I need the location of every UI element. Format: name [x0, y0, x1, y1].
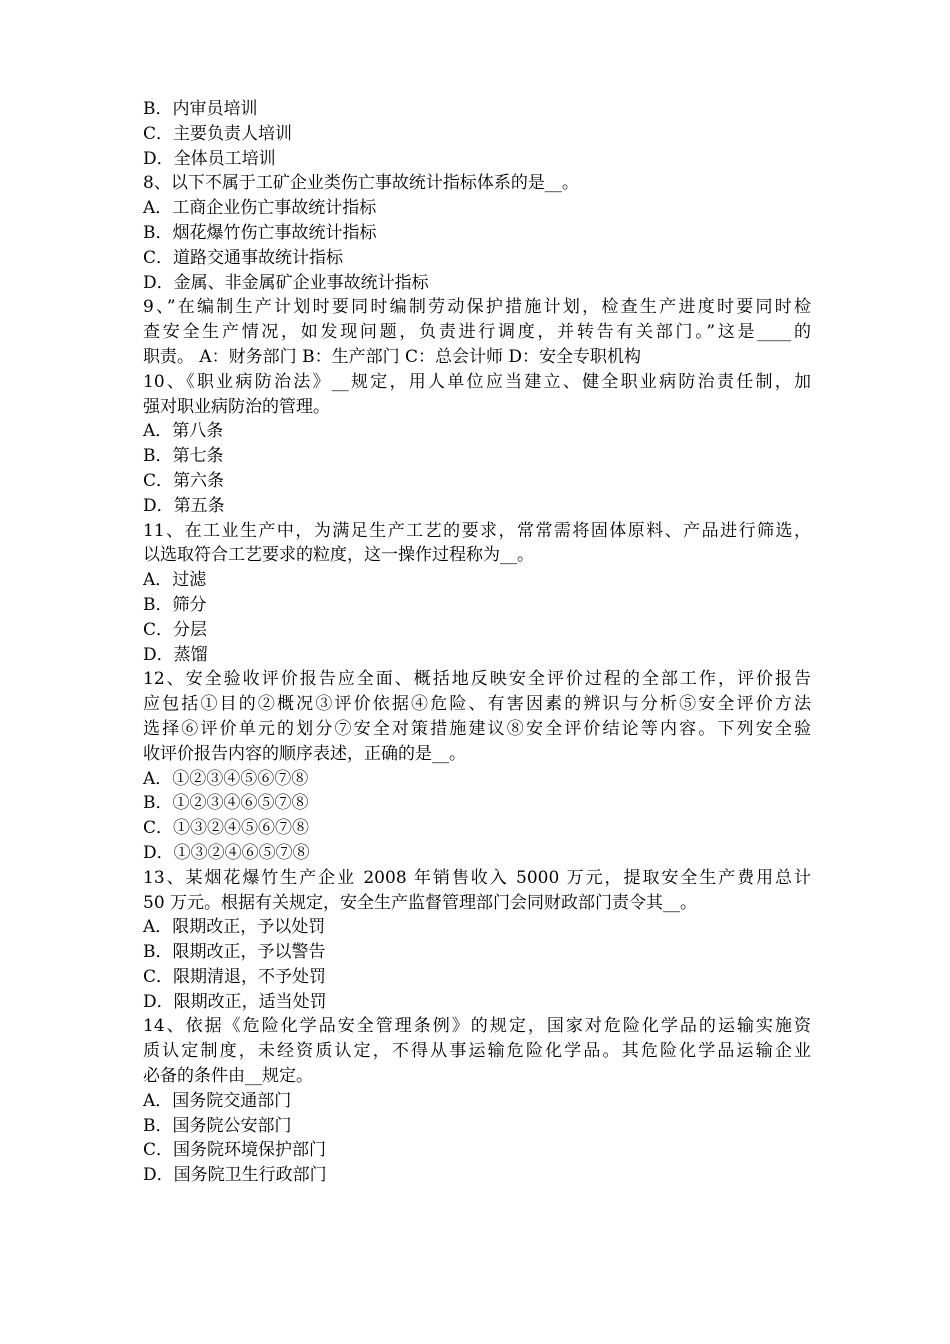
question-text-line: 11、在工业生产中，为满足生产工艺的要求，常常需将固体原料、产品进行筛选， [143, 520, 811, 541]
answer-option-line: D．①③②④⑥⑤⑦⑧ [143, 842, 310, 863]
answer-option-line: B．第七条 [143, 446, 224, 467]
answer-option-line: C．限期清退，不予处罚 [143, 966, 327, 987]
question-text-line: 收评价报告内容的顺序表述，正确的是__。 [143, 743, 466, 764]
answer-option-line: C．主要负责人培训 [143, 123, 293, 144]
answer-option-line: C．道路交通事故统计指标 [143, 247, 344, 268]
question-text-line: 14、依据《危险化学品安全管理条例》的规定，国家对危险化学品的运输实施资 [143, 1016, 811, 1037]
answer-option-line: C．①③②④⑤⑥⑦⑧ [143, 818, 310, 839]
answer-option-line: B．①②③④⑥⑤⑦⑧ [143, 793, 309, 814]
question-text-line: 质认定制度，未经资质认定，不得从事运输危险化学品。其危险化学品运输企业 [143, 1041, 811, 1062]
answer-option-line: D．第五条 [143, 495, 225, 516]
answer-option-line: D．蒸馏 [143, 644, 208, 665]
question-text-line: 12、安全验收评价报告应全面、概括地反映安全评价过程的全部工作，评价报告 [143, 669, 811, 690]
question-text-line: 8、以下不属于工矿企业类伤亡事故统计指标体系的是__。 [143, 173, 579, 194]
question-text-line: 10、《职业病防治法》__规定，用人单位应当建立、健全职业病防治责任制，加 [143, 371, 811, 392]
question-text-line: 50 万元。根据有关规定，安全生产监督管理部门会同财政部门责令其__。 [143, 892, 698, 913]
answer-option-line: A．第八条 [143, 421, 224, 442]
question-text-line: 9、”在编制生产计划时要同时编制劳动保护措施计划，检查生产进度时要同时检 [143, 297, 811, 318]
answer-option-line: A．工商企业伤亡事故统计指标 [143, 198, 377, 219]
question-text-line: 查安全生产情况，如发现问题，负责进行调度，并转告有关部门。”这是____的 [143, 322, 811, 343]
answer-option-line: D．限期改正，适当处罚 [143, 991, 327, 1012]
answer-option-line: B．筛分 [143, 594, 207, 615]
question-text-line: 应包括①目的②概况③评价依据④危险、有害因素的辨识与分析⑤安全评价方法 [143, 694, 811, 715]
answer-option-line: A．①②③④⑤⑥⑦⑧ [143, 768, 309, 789]
question-text-line: 强对职业病防治的管理。 [143, 396, 330, 417]
question-text-line: 职责。 A：财务部门 B：生产部门 C：总会计师 D：安全专职机构 [143, 346, 642, 367]
question-text-line: 13、某烟花爆竹生产企业 2008 年销售收入 5000 万元，提取安全生产费用总计 [143, 867, 811, 888]
question-text-line: 必备的条件由__规定。 [143, 1066, 313, 1087]
answer-option-line: B．国务院公安部门 [143, 1115, 292, 1136]
answer-option-line: B．烟花爆竹伤亡事故统计指标 [143, 222, 377, 243]
document-page [143, 97, 811, 1188]
answer-option-line: A．限期改正，予以处罚 [143, 917, 326, 938]
answer-option-line: C．国务院环境保护部门 [143, 1140, 327, 1161]
answer-option-line: A．国务院交通部门 [143, 1090, 292, 1111]
answer-option-line: B．内审员培训 [143, 99, 258, 119]
question-text-line: 选择⑥评价单元的划分⑦安全对策措施建议⑧安全评价结论等内容。下列安全验 [143, 718, 811, 739]
question-text-line: 以选取符合工艺要求的粒度，这一操作过程称为__。 [143, 545, 534, 566]
answer-option-line: D．国务院卫生行政部门 [143, 1165, 327, 1186]
answer-option-line: C．第六条 [143, 470, 225, 491]
answer-option-line: A．过滤 [143, 570, 207, 591]
answer-option-line: D．金属、非金属矿企业事故统计指标 [143, 272, 429, 293]
answer-option-line: D．全体员工培训 [143, 148, 276, 169]
answer-option-line: C．分层 [143, 619, 208, 640]
answer-option-line: B．限期改正，予以警告 [143, 942, 326, 963]
